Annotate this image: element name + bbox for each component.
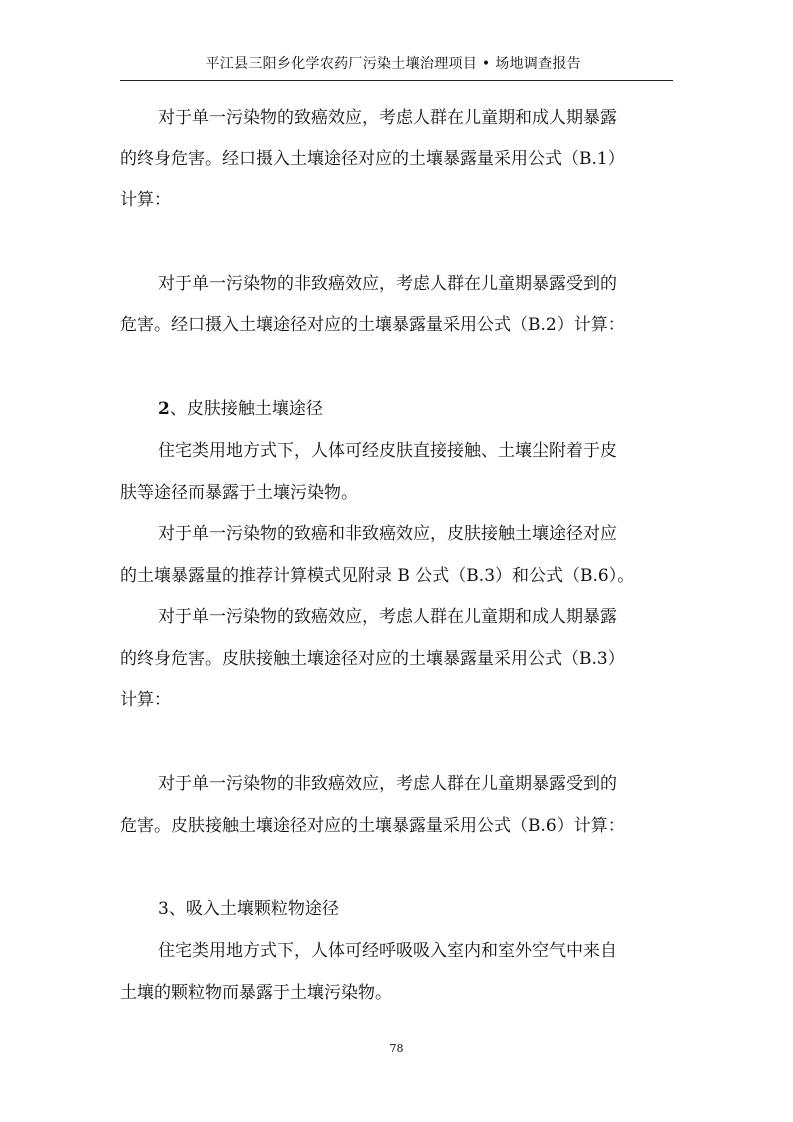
- paragraph-1-line-1: 对于单一污染物的致癌效应，考虑人群在儿童期和成人期暴露: [158, 108, 617, 128]
- paragraph-1-line-2: 的终身危害。经口摄入土壤途径对应的土壤暴露量采用公式（B.1）: [120, 149, 625, 169]
- header-title: 平江县三阳乡化学农药厂污染土壤治理项目 • 场地调查报告: [205, 56, 581, 72]
- paragraph-4-line-1: 对于单一污染物的致癌和非致癌效应，皮肤接触土壤途径对应: [158, 524, 617, 544]
- paragraph-5-line-3: 计算：: [120, 690, 171, 710]
- section-2-title: 、皮肤接触土壤途径: [169, 399, 323, 419]
- section-2-heading: [158, 397, 323, 421]
- page-number: 78: [389, 1042, 404, 1055]
- paragraph-7-line-1: 住宅类用地方式下，人体可经呼吸吸入室内和室外空气中来自: [158, 941, 617, 961]
- paragraph-6-line-2: 危害。皮肤接触土壤途径对应的土壤暴露量采用公式（B.6）计算：: [120, 816, 625, 836]
- section-2-number: 2: [158, 399, 170, 419]
- page-header: [120, 52, 673, 81]
- paragraph-5-line-1: 对于单一污染物的致癌效应，考虑人群在儿童期和成人期暴露: [158, 607, 617, 627]
- paragraph-1-line-3: 计算：: [120, 190, 171, 210]
- section-3-heading: 3、吸入土壤颗粒物途径: [158, 899, 339, 919]
- paragraph-5-line-2: 的终身危害。皮肤接触土壤途径对应的土壤暴露量采用公式（B.3）: [120, 649, 625, 669]
- paragraph-3-line-1: 住宅类用地方式下，人体可经皮肤直接接触、土壤尘附着于皮: [158, 441, 617, 461]
- paragraph-6-line-1: 对于单一污染物的非致癌效应，考虑人群在儿童期暴露受到的: [158, 774, 617, 794]
- paragraph-3-line-2: 肤等途径而暴露于土壤污染物。: [120, 483, 358, 503]
- paragraph-7-line-2: 土壤的颗粒物而暴露于土壤污染物。: [120, 983, 392, 1003]
- paragraph-2-line-1: 对于单一污染物的非致癌效应，考虑人群在儿童期暴露受到的: [158, 274, 617, 294]
- paragraph-4-line-2: 的土壤暴露量的推荐计算模式见附录 B 公式（B.3）和公式（B.6）。: [120, 566, 635, 586]
- paragraph-2-line-2: 危害。经口摄入土壤途径对应的土壤暴露量采用公式（B.2）计算：: [120, 315, 625, 335]
